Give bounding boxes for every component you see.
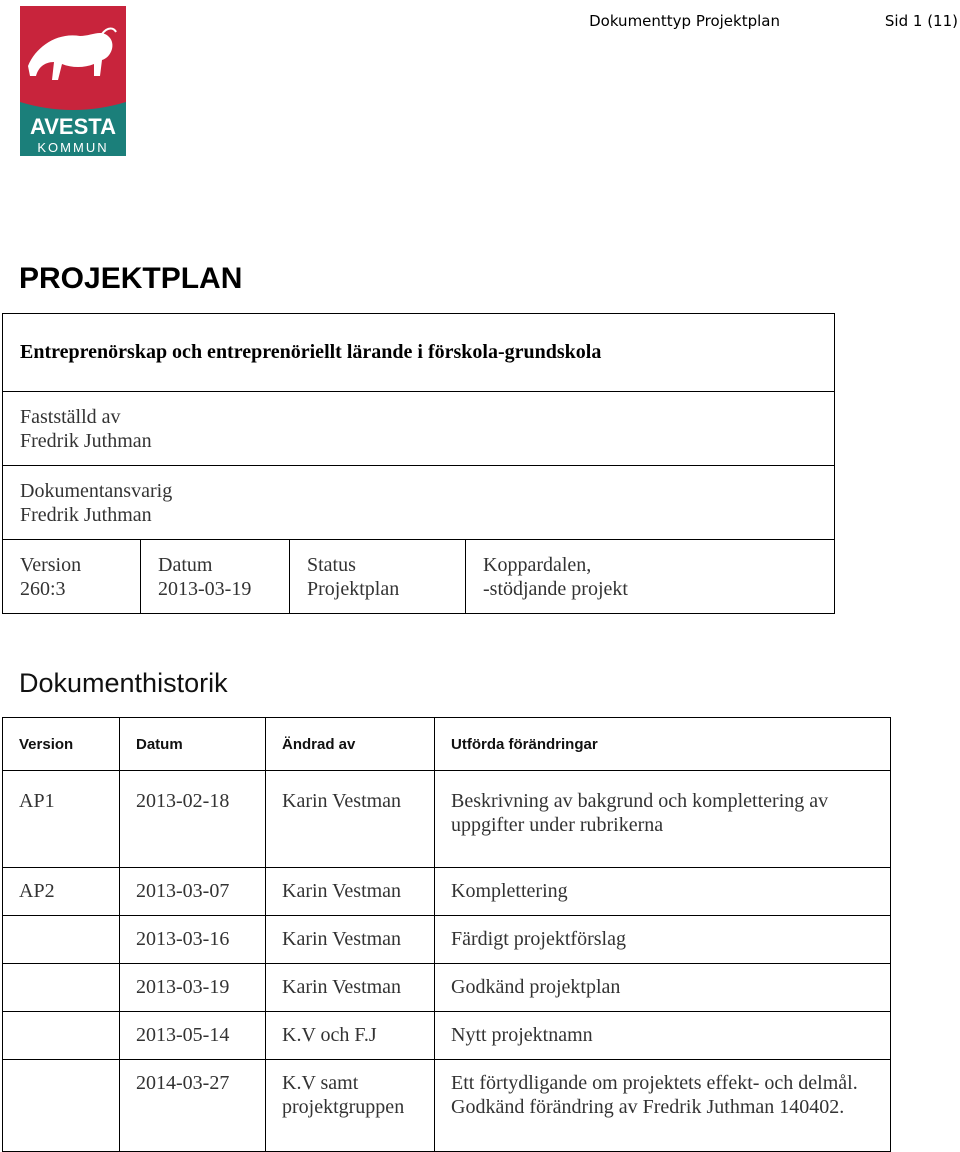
column-header-changed-by: Ändrad av — [266, 718, 435, 771]
table-row — [3, 916, 891, 964]
row-changes: Ett förtydligande om projektets effekt- och delmål. Godkänd förändring av Fredrik Juthman 140402. — [435, 1060, 891, 1152]
column-header-changes: Utförda förändringar — [435, 718, 891, 771]
version-label: Version — [20, 553, 82, 576]
row-changes: Beskrivning av bakgrund och komplettering av uppgifter under rubrikerna — [435, 771, 891, 868]
row-changed-by: Karin Vestman — [266, 916, 435, 964]
row-changed-by: Karin Vestman — [266, 868, 435, 916]
responsible-cell — [3, 466, 835, 540]
location-line-2: -stödjande projekt — [483, 577, 628, 600]
row-changes: Nytt projektnamn — [435, 1012, 891, 1060]
row-date: 2013-05-14 — [120, 1012, 266, 1060]
row-version — [3, 964, 120, 1012]
column-header-date: Datum — [120, 718, 266, 771]
approved-by-label: Fastställd av — [20, 405, 121, 428]
date-value: 2013-03-19 — [158, 577, 252, 600]
approved-by-value: Fredrik Juthman — [20, 429, 152, 452]
table-row — [3, 868, 891, 916]
history-heading: Dokumenthistorik — [19, 668, 228, 698]
row-changed-by: Karin Vestman — [266, 771, 435, 868]
table-row — [3, 1012, 891, 1060]
row-changed-by: K.V och F.J — [266, 1012, 435, 1060]
table-row — [3, 964, 891, 1012]
row-version: AP1 — [3, 771, 120, 868]
date-cell — [141, 540, 290, 614]
document-meta-table — [2, 313, 835, 614]
row-date: 2013-03-07 — [120, 868, 266, 916]
history-table — [2, 717, 891, 1152]
page-number: Sid 1 (11) — [884, 12, 958, 30]
row-changed-by: K.V samt projektgruppen — [266, 1060, 435, 1152]
location-line-1: Koppardalen, — [483, 553, 592, 576]
logo-name: AVESTA — [30, 114, 116, 139]
row-date: 2013-03-16 — [120, 916, 266, 964]
row-version — [3, 1012, 120, 1060]
status-cell — [290, 540, 466, 614]
row-changes: Komplettering — [435, 868, 891, 916]
document-title: PROJEKTPLAN — [19, 262, 243, 295]
row-date: 2014-03-27 — [120, 1060, 266, 1152]
document-type: Dokumenttyp Projektplan — [589, 12, 780, 30]
project-title: Entreprenörskap och entreprenöriellt lärande i förskola-grundskola — [3, 314, 835, 392]
column-header-version: Version — [3, 718, 120, 771]
table-row — [3, 771, 891, 868]
version-cell — [3, 540, 141, 614]
responsible-label: Dokumentansvarig — [20, 479, 173, 502]
logo-sub: KOMMUN — [37, 140, 109, 155]
row-version — [3, 1060, 120, 1152]
version-value: 260:3 — [20, 577, 66, 600]
status-label: Status — [307, 553, 356, 576]
approved-by-cell — [3, 392, 835, 466]
location-cell — [466, 540, 835, 614]
avesta-kommun-logo — [18, 6, 128, 156]
date-label: Datum — [158, 553, 213, 576]
row-date: 2013-02-18 — [120, 771, 266, 868]
row-version — [3, 916, 120, 964]
table-row — [3, 1060, 891, 1152]
row-version: AP2 — [3, 868, 120, 916]
status-value: Projektplan — [307, 577, 400, 600]
row-date: 2013-03-19 — [120, 964, 266, 1012]
row-changes: Godkänd projektplan — [435, 964, 891, 1012]
row-changed-by: Karin Vestman — [266, 964, 435, 1012]
row-changes: Färdigt projektförslag — [435, 916, 891, 964]
responsible-value: Fredrik Juthman — [20, 503, 152, 526]
